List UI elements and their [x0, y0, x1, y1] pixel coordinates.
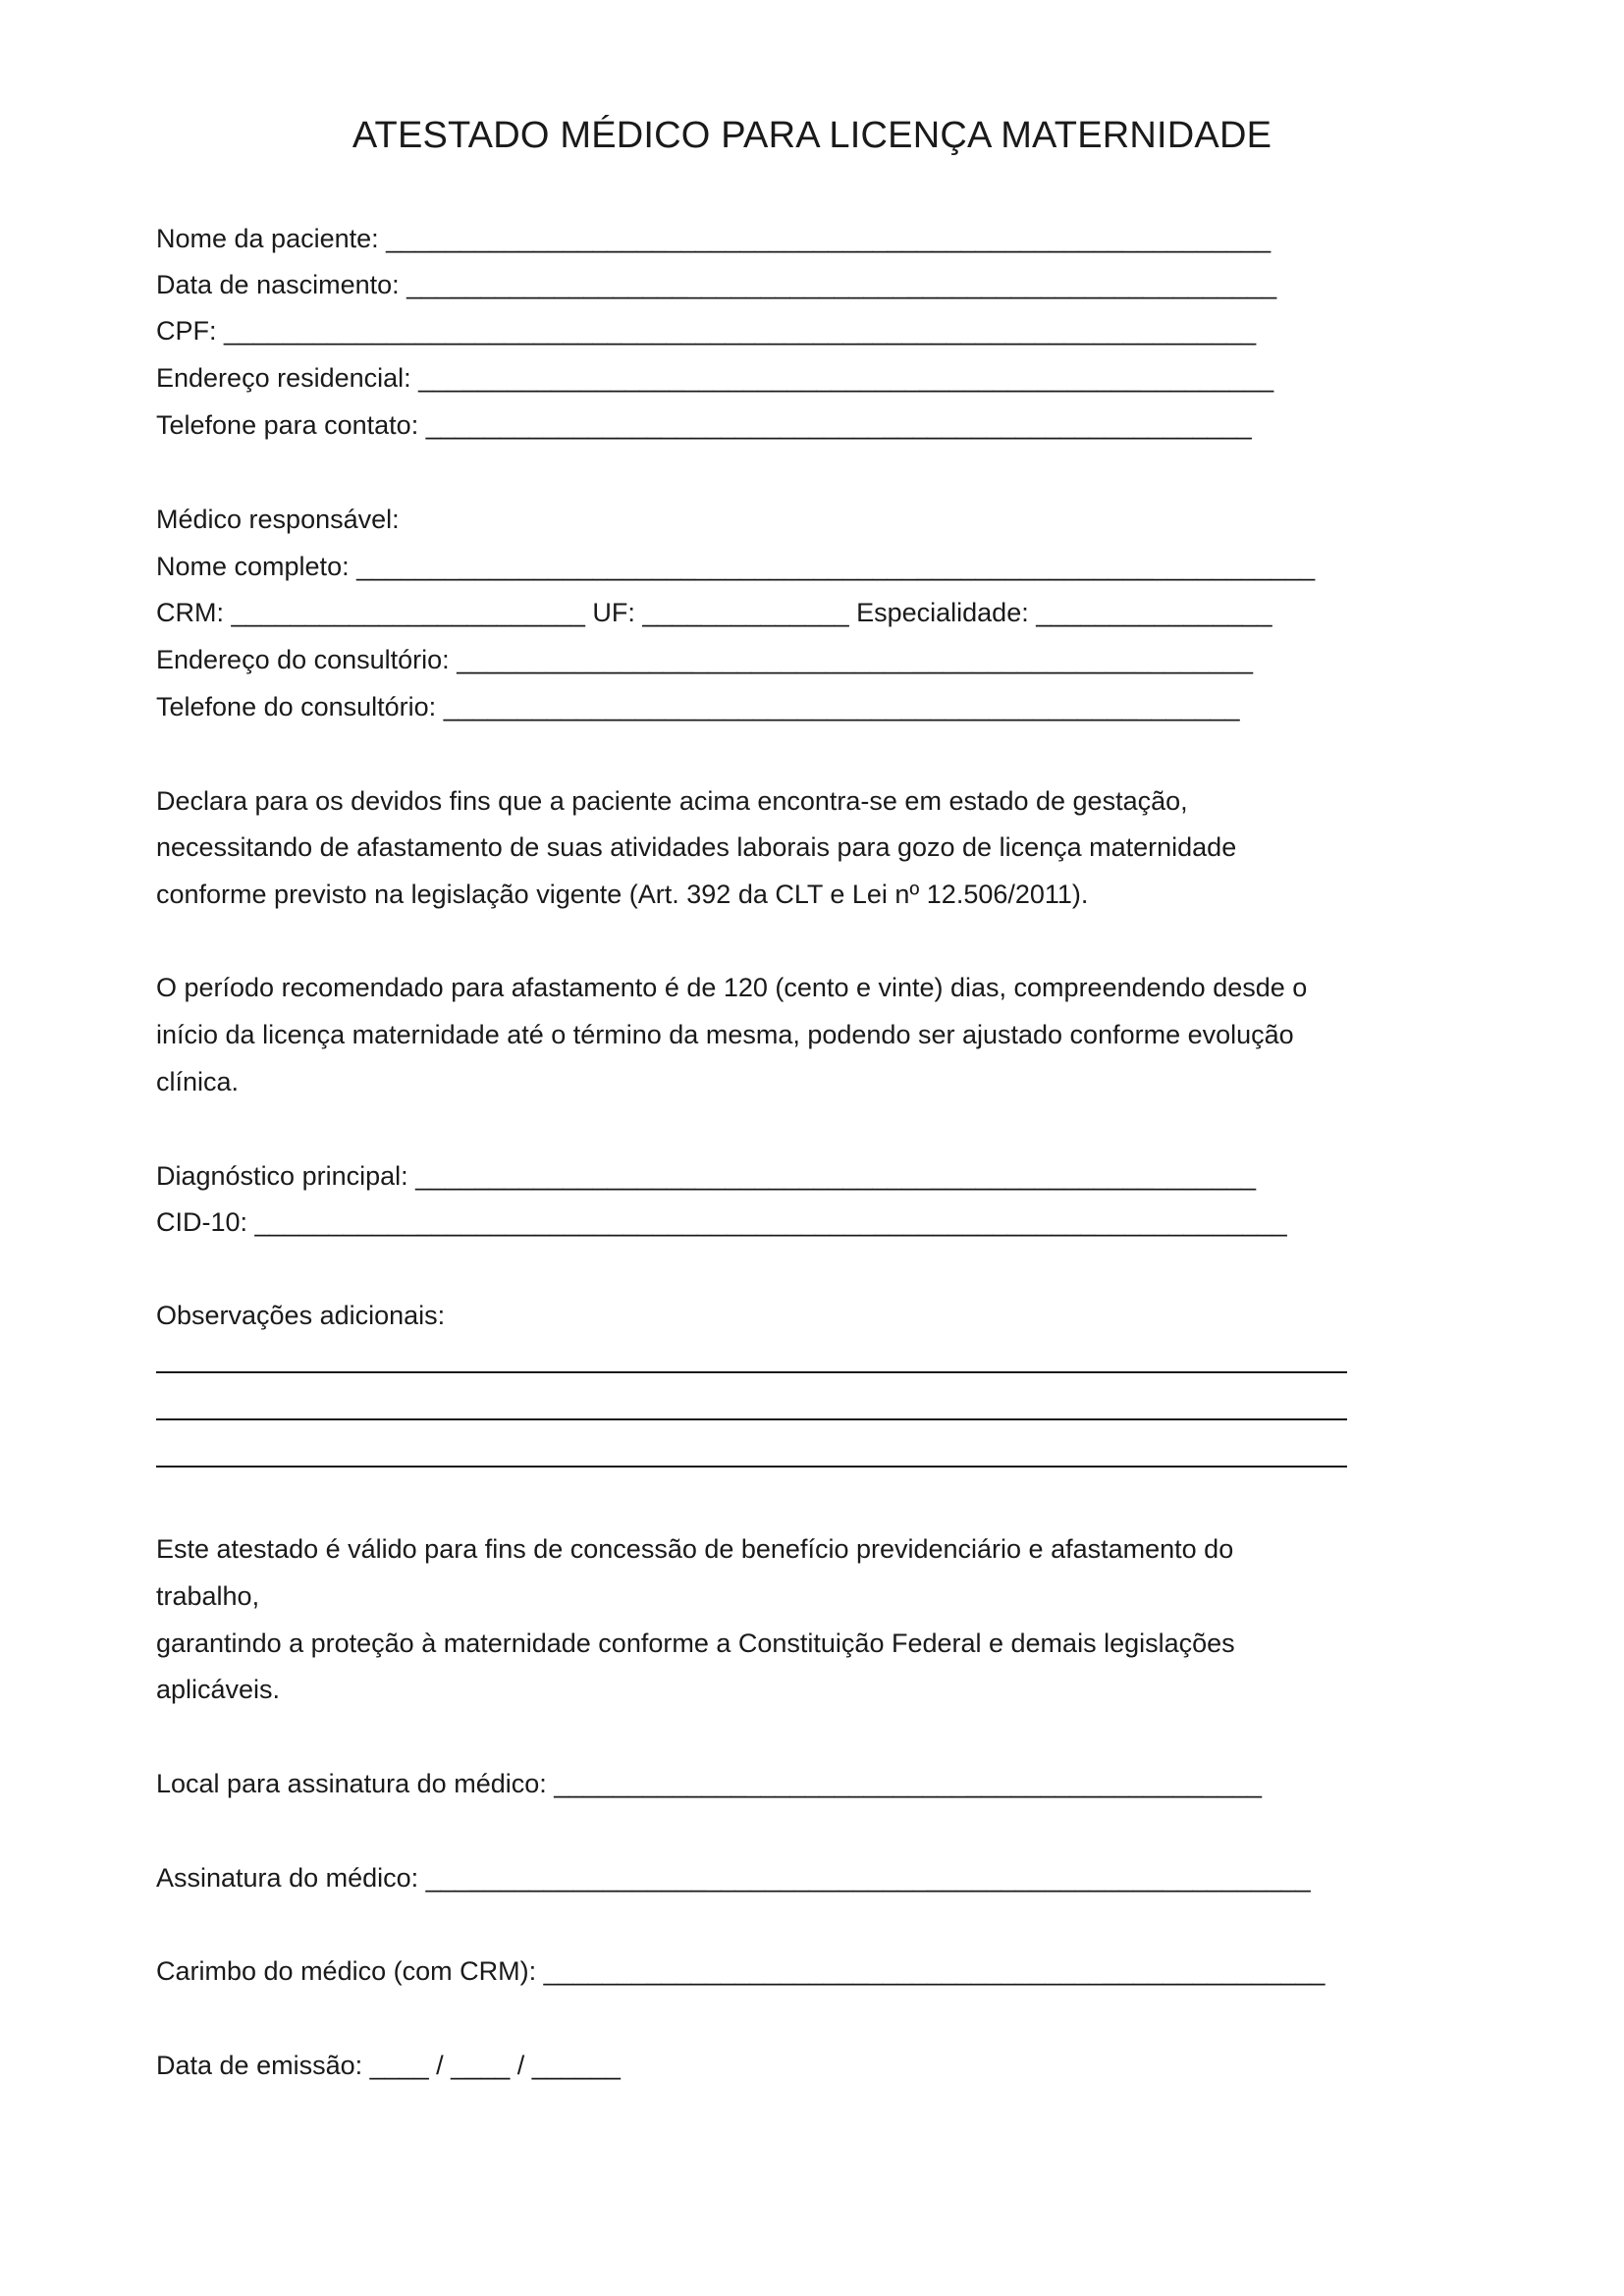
declaration-line-2: necessitando de afastamento de suas atividades laborais para gozo de licença maternidade [156, 832, 1237, 862]
validity-line-4: aplicáveis. [156, 1675, 281, 1704]
document-title: ATESTADO MÉDICO PARA LICENÇA MATERNIDADE [352, 115, 1272, 156]
period-line-2: início da licença maternidade até o término da mesma, podendo ser ajustado conforme evolução [156, 1020, 1294, 1049]
doctor-crm-uf-specialty-field[interactable]: CRM: ________________________ UF: ______________ Especialidade: ________________ [156, 598, 1272, 627]
patient-name-field[interactable]: Nome da paciente: ____________________________________________________________ [156, 224, 1272, 253]
validity-line-2: trabalho, [156, 1581, 260, 1611]
observations-line-1[interactable] [156, 1371, 1347, 1373]
patient-cpf-field[interactable]: CPF: ______________________________________________________________________ [156, 316, 1257, 346]
period-line-3: clínica. [156, 1067, 240, 1096]
doctor-stamp-field[interactable]: Carimbo do médico (com CRM): _____________________________________________________ [156, 1956, 1326, 1986]
doctor-office-phone-field[interactable]: Telefone do consultório: ______________________________________________________ [156, 692, 1240, 721]
doctor-signature-field[interactable]: Assinatura do médico: ____________________________________________________________ [156, 1863, 1311, 1893]
patient-birth-date-field[interactable]: Data de nascimento: ___________________________________________________________ [156, 270, 1277, 299]
doctor-section-heading: Médico responsável: [156, 505, 400, 534]
doctor-office-address-field[interactable]: Endereço do consultório: ______________________________________________________ [156, 645, 1254, 674]
declaration-line-1: Declara para os devidos fins que a paciente acima encontra-se em estado de gestação, [156, 786, 1188, 816]
declaration-line-3: conforme previsto na legislação vigente (Art. 392 da CLT e Lei nº 12.506/2011). [156, 880, 1089, 909]
validity-line-1: Este atestado é válido para fins de concessão de benefício previdenciário e afastamento do [156, 1534, 1234, 1564]
diagnosis-cid-field[interactable]: CID-10: ______________________________________________________________________ [156, 1207, 1287, 1237]
patient-phone-field[interactable]: Telefone para contato: ________________________________________________________ [156, 410, 1252, 440]
patient-address-field[interactable]: Endereço residencial: __________________________________________________________ [156, 363, 1274, 393]
doctor-full-name-field[interactable]: Nome completo: _________________________________________________________________ [156, 552, 1316, 581]
observations-heading: Observações adicionais: [156, 1301, 446, 1330]
signature-local-field[interactable]: Local para assinatura do médico: ________________________________________________ [156, 1769, 1263, 1798]
diagnosis-main-field[interactable]: Diagnóstico principal: _________________________________________________________ [156, 1161, 1257, 1191]
observations-line-3[interactable] [156, 1466, 1347, 1468]
validity-line-3: garantindo a proteção à maternidade conforme a Constituição Federal e demais legislações [156, 1629, 1235, 1658]
issue-date-field[interactable]: Data de emissão: ____ / ____ / ______ [156, 2051, 621, 2080]
observations-line-2[interactable] [156, 1418, 1347, 1420]
period-line-1: O período recomendado para afastamento é de 120 (cento e vinte) dias, compreendendo desde o [156, 973, 1308, 1002]
